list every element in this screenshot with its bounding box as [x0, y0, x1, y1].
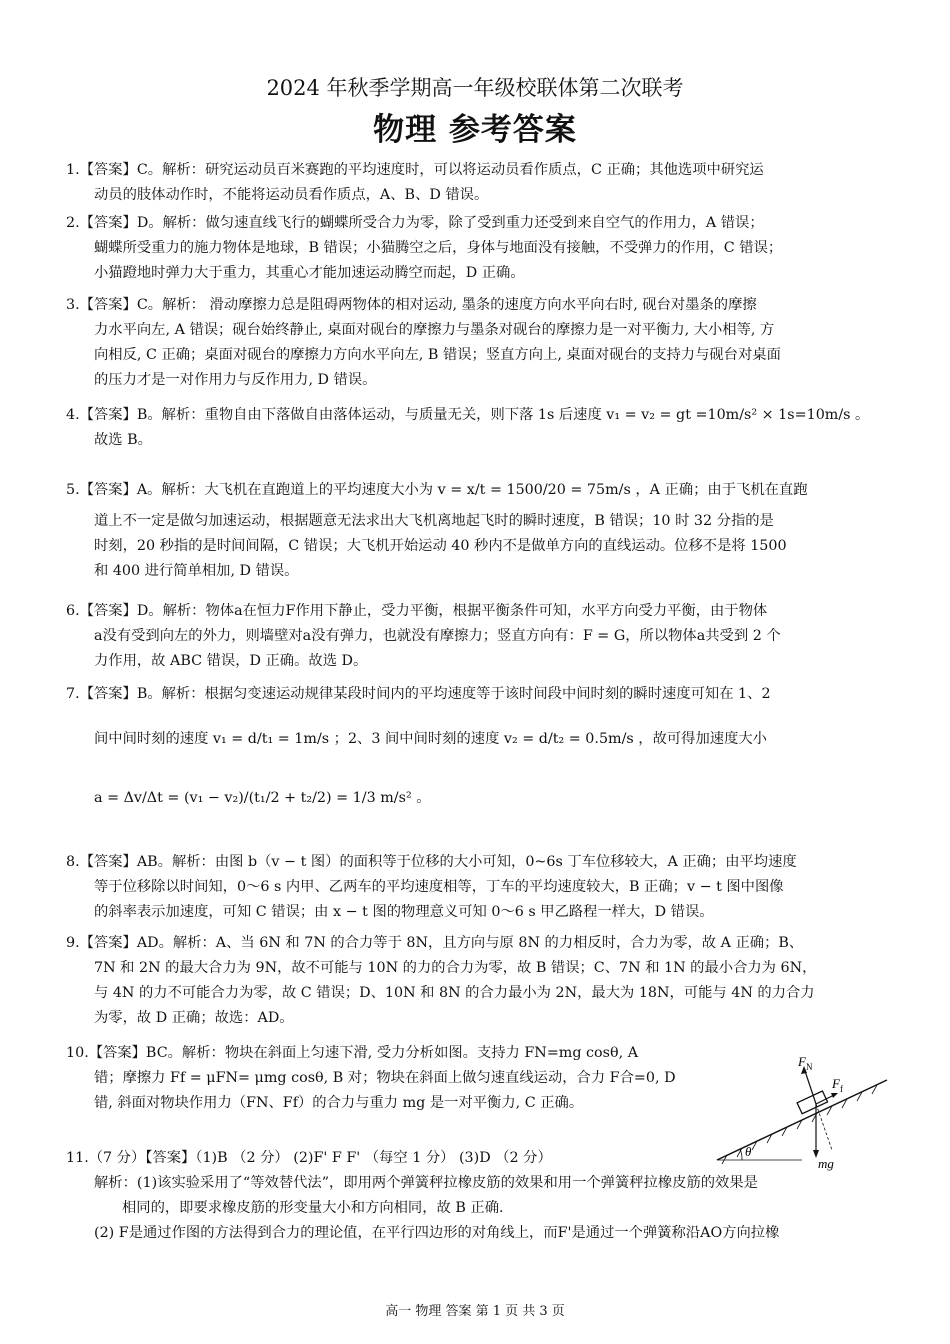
answer-line: a = Δv/Δt = (v₁ − v₂)/(t₁/2 + t₂/2) = 1/3 m/s² 。	[94, 790, 431, 806]
answer-line: 力作用，故 ABC 错误，D 正确。故选 D。	[94, 653, 368, 669]
answer-line: 向相反, C 正确；桌面对砚台的摩擦力方向水平向左, B 错误；竖直方向上, 桌面对砚台的支持力与砚台对桌面	[94, 347, 781, 363]
answer-10	[66, 1041, 716, 1116]
answer-3	[66, 293, 888, 393]
page-subtitle: 物理 参考答案	[373, 112, 577, 148]
angle-arc	[740, 1149, 742, 1160]
answer-line: 8.【答案】AB。解析：由图 b（v − t 图）的面积等于位移的大小可知，0~6s 丁车位移较大，A 正确；由平均速度	[66, 854, 797, 870]
fn-sub-label: N	[806, 1062, 813, 1072]
answer-line: 与 4N 的力不可能合力为零，故 C 错误；D、10N 和 8N 的合力最小为 2N，最大为 18N，可能与 4N 的力合力	[94, 985, 815, 1001]
ff-label: F	[832, 1076, 840, 1091]
answer-line: 2.【答案】D。解析：做匀速直线飞行的蝴蝶所受合力为零，除了受到重力还受到来自空气的作用力，A 错误；	[66, 215, 764, 231]
answer-line: 间中间时刻的速度 v₁ = d/t₁ = 1m/s ；2、3 间中间时刻的速度 v₂ = d/t₂ = 0.5m/s ，故可得加速度大小	[94, 731, 767, 747]
answer-line: 蝴蝶所受重力的施力物体是地球，B 错误；小猫腾空之后，身体与地面没有接触，不受弹力的作用，C 错误；	[94, 240, 783, 256]
answer-line: 5.【答案】A。解析：大飞机在直跑道上的平均速度大小为 v = x/t = 1500/20 = 75m/s ，A 正确；由于飞机在直跑	[66, 482, 808, 498]
answer-line: 力水平向左, A 错误；砚台始终静止, 桌面对砚台的摩擦力与墨条对砚台的摩擦力是一对平衡力, 大小相等, 方	[94, 322, 775, 338]
answer-line: a没有受到向左的外力，则墙壁对a没有弹力，也就没有摩擦力；竖直方向有：F = G，所以物体a共受到 2 个	[94, 628, 781, 644]
answer-5	[66, 478, 888, 584]
mg-label: mg	[818, 1156, 834, 1171]
answer-line: 和 400 进行简单相加, D 错误。	[94, 563, 299, 579]
answer-line: 1.【答案】C。解析：研究运动员百米赛跑的平均速度时，可以将运动员看作质点，C 正确；其他选项中研究运	[66, 162, 764, 178]
page-title: 2024 年秋季学期高一年级校联体第二次联考	[266, 76, 684, 100]
fn-label: F	[798, 1054, 806, 1069]
incline-force-diagram	[712, 1052, 892, 1172]
answer-line: 错, 斜面对物块作用力（FN、Ff）的合力与重力 mg 是一对平衡力, C 正确。	[94, 1095, 584, 1111]
answer-6	[66, 599, 888, 674]
answer-line: 10.【答案】BC。解析：物块在斜面上匀速下滑, 受力分析如图。支持力 FN=mg cosθ, A	[66, 1045, 639, 1061]
answer-line: 小猫蹬地时弹力大于重力，其重心才能加速运动腾空而起，D 正确。	[94, 265, 525, 281]
answer-line: 相同的，即要求橡皮筋的形变量大小和方向相同，故 B 正确.	[122, 1200, 504, 1216]
answer-line: 为零，故 D 正确；故选：AD。	[94, 1010, 294, 1026]
answer-line: 等于位移除以时间知，0～6 s 内甲、乙两车的平均速度相等，丁车的平均速度较大，B 正确；v − t 图中图像	[94, 879, 784, 895]
answer-line: 6.【答案】D。解析：物体a在恒力F作用下静止，受力平衡，根据平衡条件可知，水平方向受力平衡，由于物体	[66, 603, 768, 619]
answer-line: 故选 B。	[94, 432, 152, 448]
answer-2	[66, 211, 888, 286]
answer-line: 道上不一定是做匀加速运动，根据题意无法求出大飞机离地起飞时的瞬时速度，B 错误；10 时 32 分指的是	[94, 513, 774, 529]
answer-line: 7.【答案】B。解析：根据匀变速运动规律某段时间内的平均速度等于该时间段中间时刻的瞬时速度可知在 1、2	[66, 686, 771, 702]
answer-8	[66, 850, 888, 925]
friction-force-arrowhead	[831, 1093, 838, 1098]
ff-sub-label: f	[840, 1084, 843, 1094]
answer-line: 解析：(1)该实验采用了“等效替代法”，即用两个弹簧秤拉橡皮筋的效果和用一个弹簧秤拉橡皮筋的效果是	[94, 1175, 758, 1191]
answer-line: 的压力才是一对作用力与反作用力, D 错误。	[94, 372, 377, 388]
answer-7	[66, 682, 888, 811]
page-footer: 高一 物理 答案 第 1 页 共 3 页	[385, 1304, 565, 1319]
answer-line: 的斜率表示加速度，可知 C 错误；由 x − t 图的物理意义可知 0～6 s 甲乙路程一样大，D 错误。	[94, 904, 714, 920]
answer-line: 动员的肢体动作时，不能将运动员看作质点，A、B、D 错误。	[94, 187, 489, 203]
answer-line: 时刻，20 秒指的是时间间隔，C 错误；大飞机开始运动 40 秒内不是做单方向的直线运动。位移不是将 1500	[94, 538, 787, 554]
answer-line: 7N 和 2N 的最大合力为 9N，故不可能与 10N 的力的合力为零，故 B 错误；C、7N 和 1N 的最小合力为 6N，	[94, 960, 817, 976]
answer-9	[66, 931, 888, 1031]
answer-line: 4.【答案】B。解析：重物自由下落做自由落体运动，与质量无关，则下落 1s 后速度 v₁ = v₂ = gt =10m/s² × 1s=10m/s 。	[66, 407, 870, 423]
answer-line: 9.【答案】AD。解析：A、当 6N 和 7N 的合力等于 8N，且方向与原 8N 的力相反时，合力为零，故 A 正确；B、	[66, 935, 804, 951]
answer-4	[66, 403, 888, 453]
answer-line: 11.（7 分）【答案】（1)B （2 分） (2)F' F F' （每空 1 分） (3)D （2 分）	[66, 1150, 552, 1166]
answer-line: 3.【答案】C。解析： 滑动摩擦力总是阻碍两物体的相对运动, 墨条的速度方向水平向右时, 砚台对墨条的摩擦	[66, 297, 757, 313]
answer-1	[66, 158, 888, 208]
theta-label: θ	[745, 1144, 752, 1159]
answer-line: (2) F是通过作图的方法得到合力的理论值，在平行四边形的对角线上，而F'是通过一个弹簧称沿AO方向拉橡	[94, 1225, 780, 1241]
answer-line: 错；摩擦力 Ff = μFN= μmg cosθ, B 对；物块在斜面上做匀速直线运动，合力 F合=0, D	[94, 1070, 676, 1086]
